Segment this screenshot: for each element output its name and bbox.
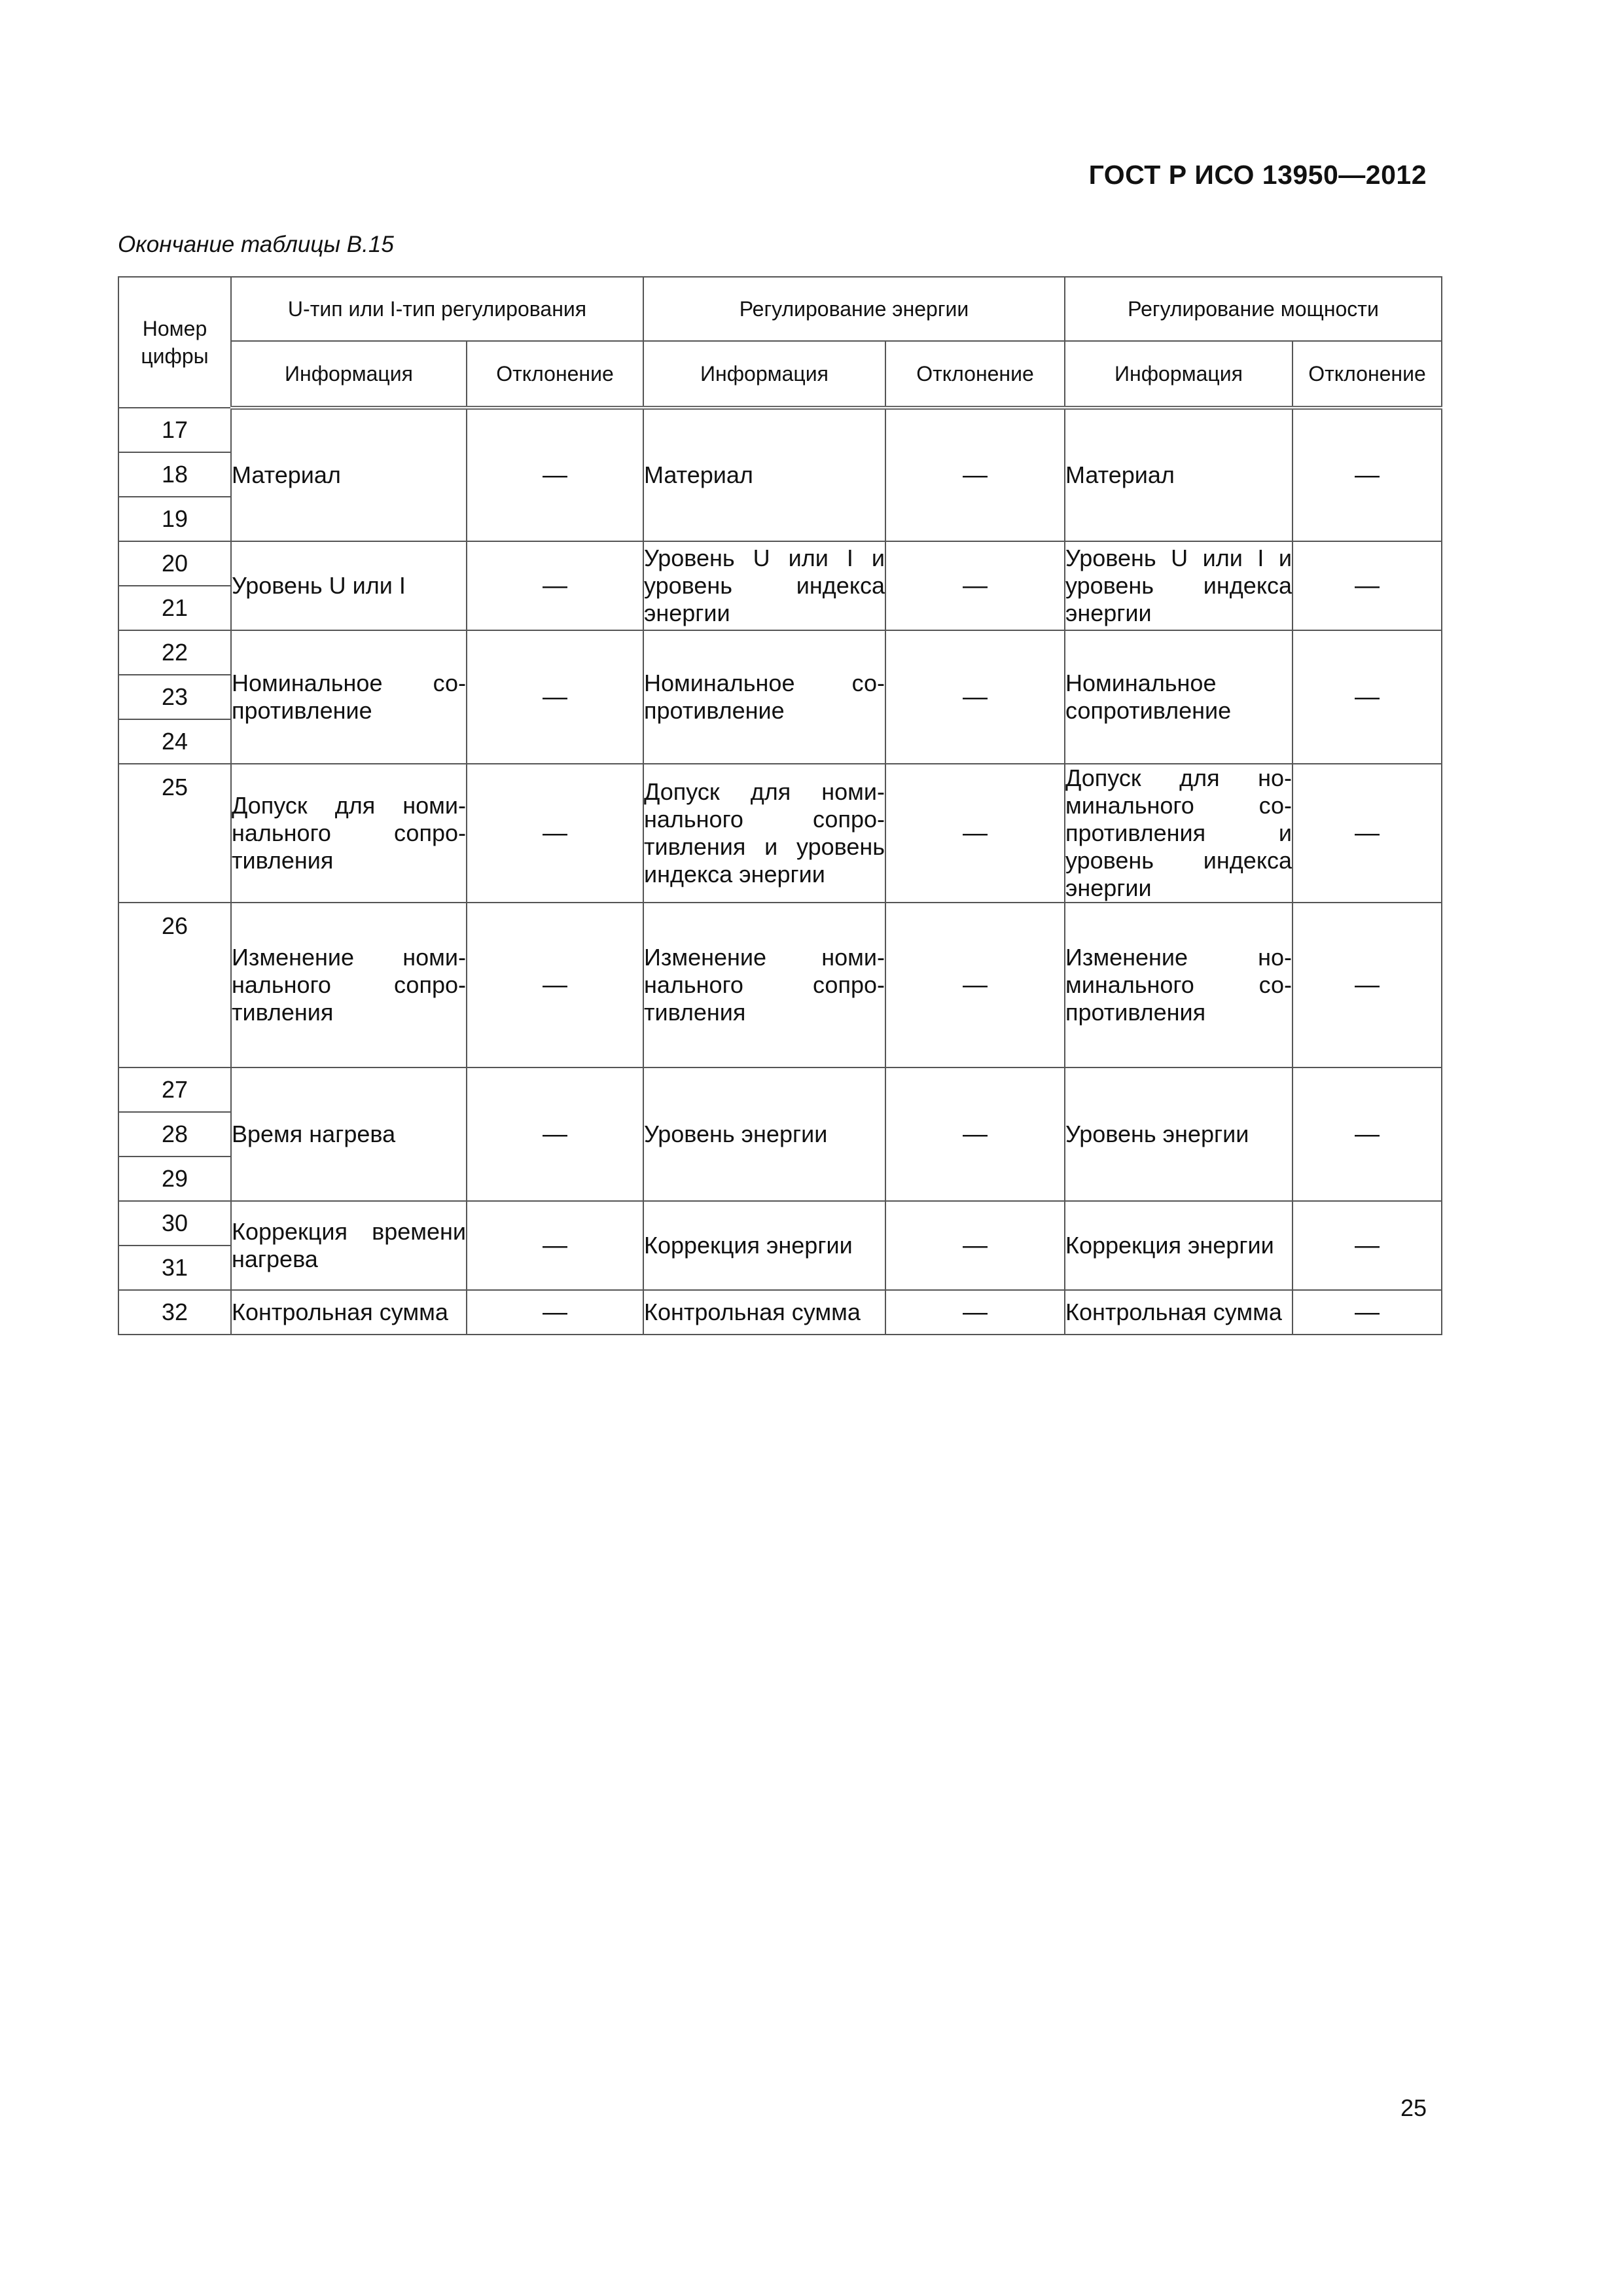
- u-type-information-cell: Время нагрева: [231, 1067, 467, 1201]
- u-type-deviation-cell: —: [467, 408, 643, 541]
- power-deviation-cell: —: [1293, 1290, 1442, 1335]
- energy-deviation-cell: —: [885, 903, 1065, 1067]
- u-type-deviation-cell: —: [467, 1201, 643, 1290]
- table-row: [118, 903, 1442, 1067]
- digit-number-cell: 28: [118, 1112, 231, 1157]
- table-body: [118, 408, 1442, 1335]
- u-type-deviation-cell: —: [467, 1067, 643, 1201]
- power-deviation-cell: —: [1293, 541, 1442, 630]
- u-type-deviation-cell: —: [467, 903, 643, 1067]
- energy-deviation-cell: —: [885, 630, 1065, 764]
- u-type-deviation-cell: —: [467, 541, 643, 630]
- digit-number-cell: 18: [118, 452, 231, 497]
- energy-information-cell: Уровень энергии: [643, 1067, 885, 1201]
- table-caption: Окончание таблицы В.15: [118, 232, 394, 257]
- power-information-cell: Коррекция энергии: [1065, 1201, 1293, 1290]
- power-information-cell: Изменение номинального сопротивления: [1065, 903, 1293, 1067]
- energy-deviation-cell: —: [885, 1290, 1065, 1335]
- energy-deviation-cell: —: [885, 1067, 1065, 1201]
- u-type-information-cell: Коррекция времени нагрева: [231, 1201, 467, 1290]
- digit-number-cell: 17: [118, 408, 231, 452]
- table-row: [118, 541, 1442, 586]
- page-number: 25: [1400, 2094, 1427, 2121]
- energy-deviation-cell: —: [885, 1201, 1065, 1290]
- header-group-power: Регулирование мощности: [1065, 277, 1442, 341]
- table-row: [118, 764, 1442, 903]
- energy-deviation-cell: —: [885, 408, 1065, 541]
- energy-deviation-cell: —: [885, 764, 1065, 903]
- u-type-deviation-cell: —: [467, 764, 643, 903]
- header-info: Информация: [643, 341, 885, 408]
- u-type-information-cell: Изменение номинального сопротивления: [231, 903, 467, 1067]
- digit-number-cell: 21: [118, 586, 231, 630]
- energy-information-cell: Допуск для номинального сопротивления и уровень индекса энергии: [643, 764, 885, 903]
- power-deviation-cell: —: [1293, 630, 1442, 764]
- header-group-energy: Регулирование энергии: [643, 277, 1065, 341]
- u-type-information-cell: Допуск для номинального сопротивления: [231, 764, 467, 903]
- u-type-information-cell: Материал: [231, 408, 467, 541]
- power-deviation-cell: —: [1293, 408, 1442, 541]
- power-deviation-cell: —: [1293, 1067, 1442, 1201]
- table-row: [118, 408, 1442, 452]
- document-code: ГОСТ Р ИСО 13950—2012: [1088, 160, 1427, 190]
- power-deviation-cell: —: [1293, 903, 1442, 1067]
- digit-number-cell: 26: [118, 903, 231, 1067]
- digit-number-cell: 31: [118, 1246, 231, 1290]
- power-information-cell: Материал: [1065, 408, 1293, 541]
- header-deviation: Отклонение: [885, 341, 1065, 408]
- u-type-information-cell: Уровень U или I: [231, 541, 467, 630]
- energy-deviation-cell: —: [885, 541, 1065, 630]
- u-type-deviation-cell: —: [467, 1290, 643, 1335]
- digit-number-cell: 32: [118, 1290, 231, 1335]
- energy-information-cell: Материал: [643, 408, 885, 541]
- table-container: [118, 276, 1442, 1335]
- header-info: Информация: [1065, 341, 1293, 408]
- digit-number-cell: 29: [118, 1157, 231, 1201]
- power-information-cell: Контрольная сумма: [1065, 1290, 1293, 1335]
- power-information-cell: Номинальное сопротивление: [1065, 630, 1293, 764]
- digit-number-cell: 23: [118, 675, 231, 719]
- u-type-information-cell: Контрольная сумма: [231, 1290, 467, 1335]
- power-deviation-cell: —: [1293, 1201, 1442, 1290]
- digit-number-cell: 30: [118, 1201, 231, 1246]
- energy-information-cell: Изменение номинального сопротивления: [643, 903, 885, 1067]
- table-row: [118, 1067, 1442, 1112]
- header-info: Информация: [231, 341, 467, 408]
- digit-number-cell: 27: [118, 1067, 231, 1112]
- digit-number-cell: 22: [118, 630, 231, 675]
- header-deviation: Отклонение: [1293, 341, 1442, 408]
- header-deviation: Отклонение: [467, 341, 643, 408]
- table-row: [118, 1201, 1442, 1246]
- energy-information-cell: Контрольная сумма: [643, 1290, 885, 1335]
- energy-information-cell: Номинальное сопротивление: [643, 630, 885, 764]
- table-row: [118, 630, 1442, 675]
- u-type-deviation-cell: —: [467, 630, 643, 764]
- spec-table: [118, 276, 1442, 1335]
- power-information-cell: Уровень U или I и уровень индекса энергии: [1065, 541, 1293, 630]
- digit-number-cell: 19: [118, 497, 231, 541]
- u-type-information-cell: Номинальное сопротивление: [231, 630, 467, 764]
- energy-information-cell: Уровень U или I и уровень индекса энергии: [643, 541, 885, 630]
- header-digit-number: Номер цифры: [118, 277, 231, 408]
- energy-information-cell: Коррекция энергии: [643, 1201, 885, 1290]
- digit-number-cell: 25: [118, 764, 231, 903]
- digit-number-cell: 24: [118, 719, 231, 764]
- power-information-cell: Допуск для номинального сопротивления и уровень индекса энергии: [1065, 764, 1292, 901]
- digit-number-cell: 20: [118, 541, 231, 586]
- header-group-u-i-type: U-тип или I-тип регулирования: [231, 277, 643, 341]
- power-deviation-cell: —: [1293, 764, 1442, 903]
- power-information-cell: Уровень энергии: [1065, 1067, 1293, 1201]
- table-row: [118, 1290, 1442, 1335]
